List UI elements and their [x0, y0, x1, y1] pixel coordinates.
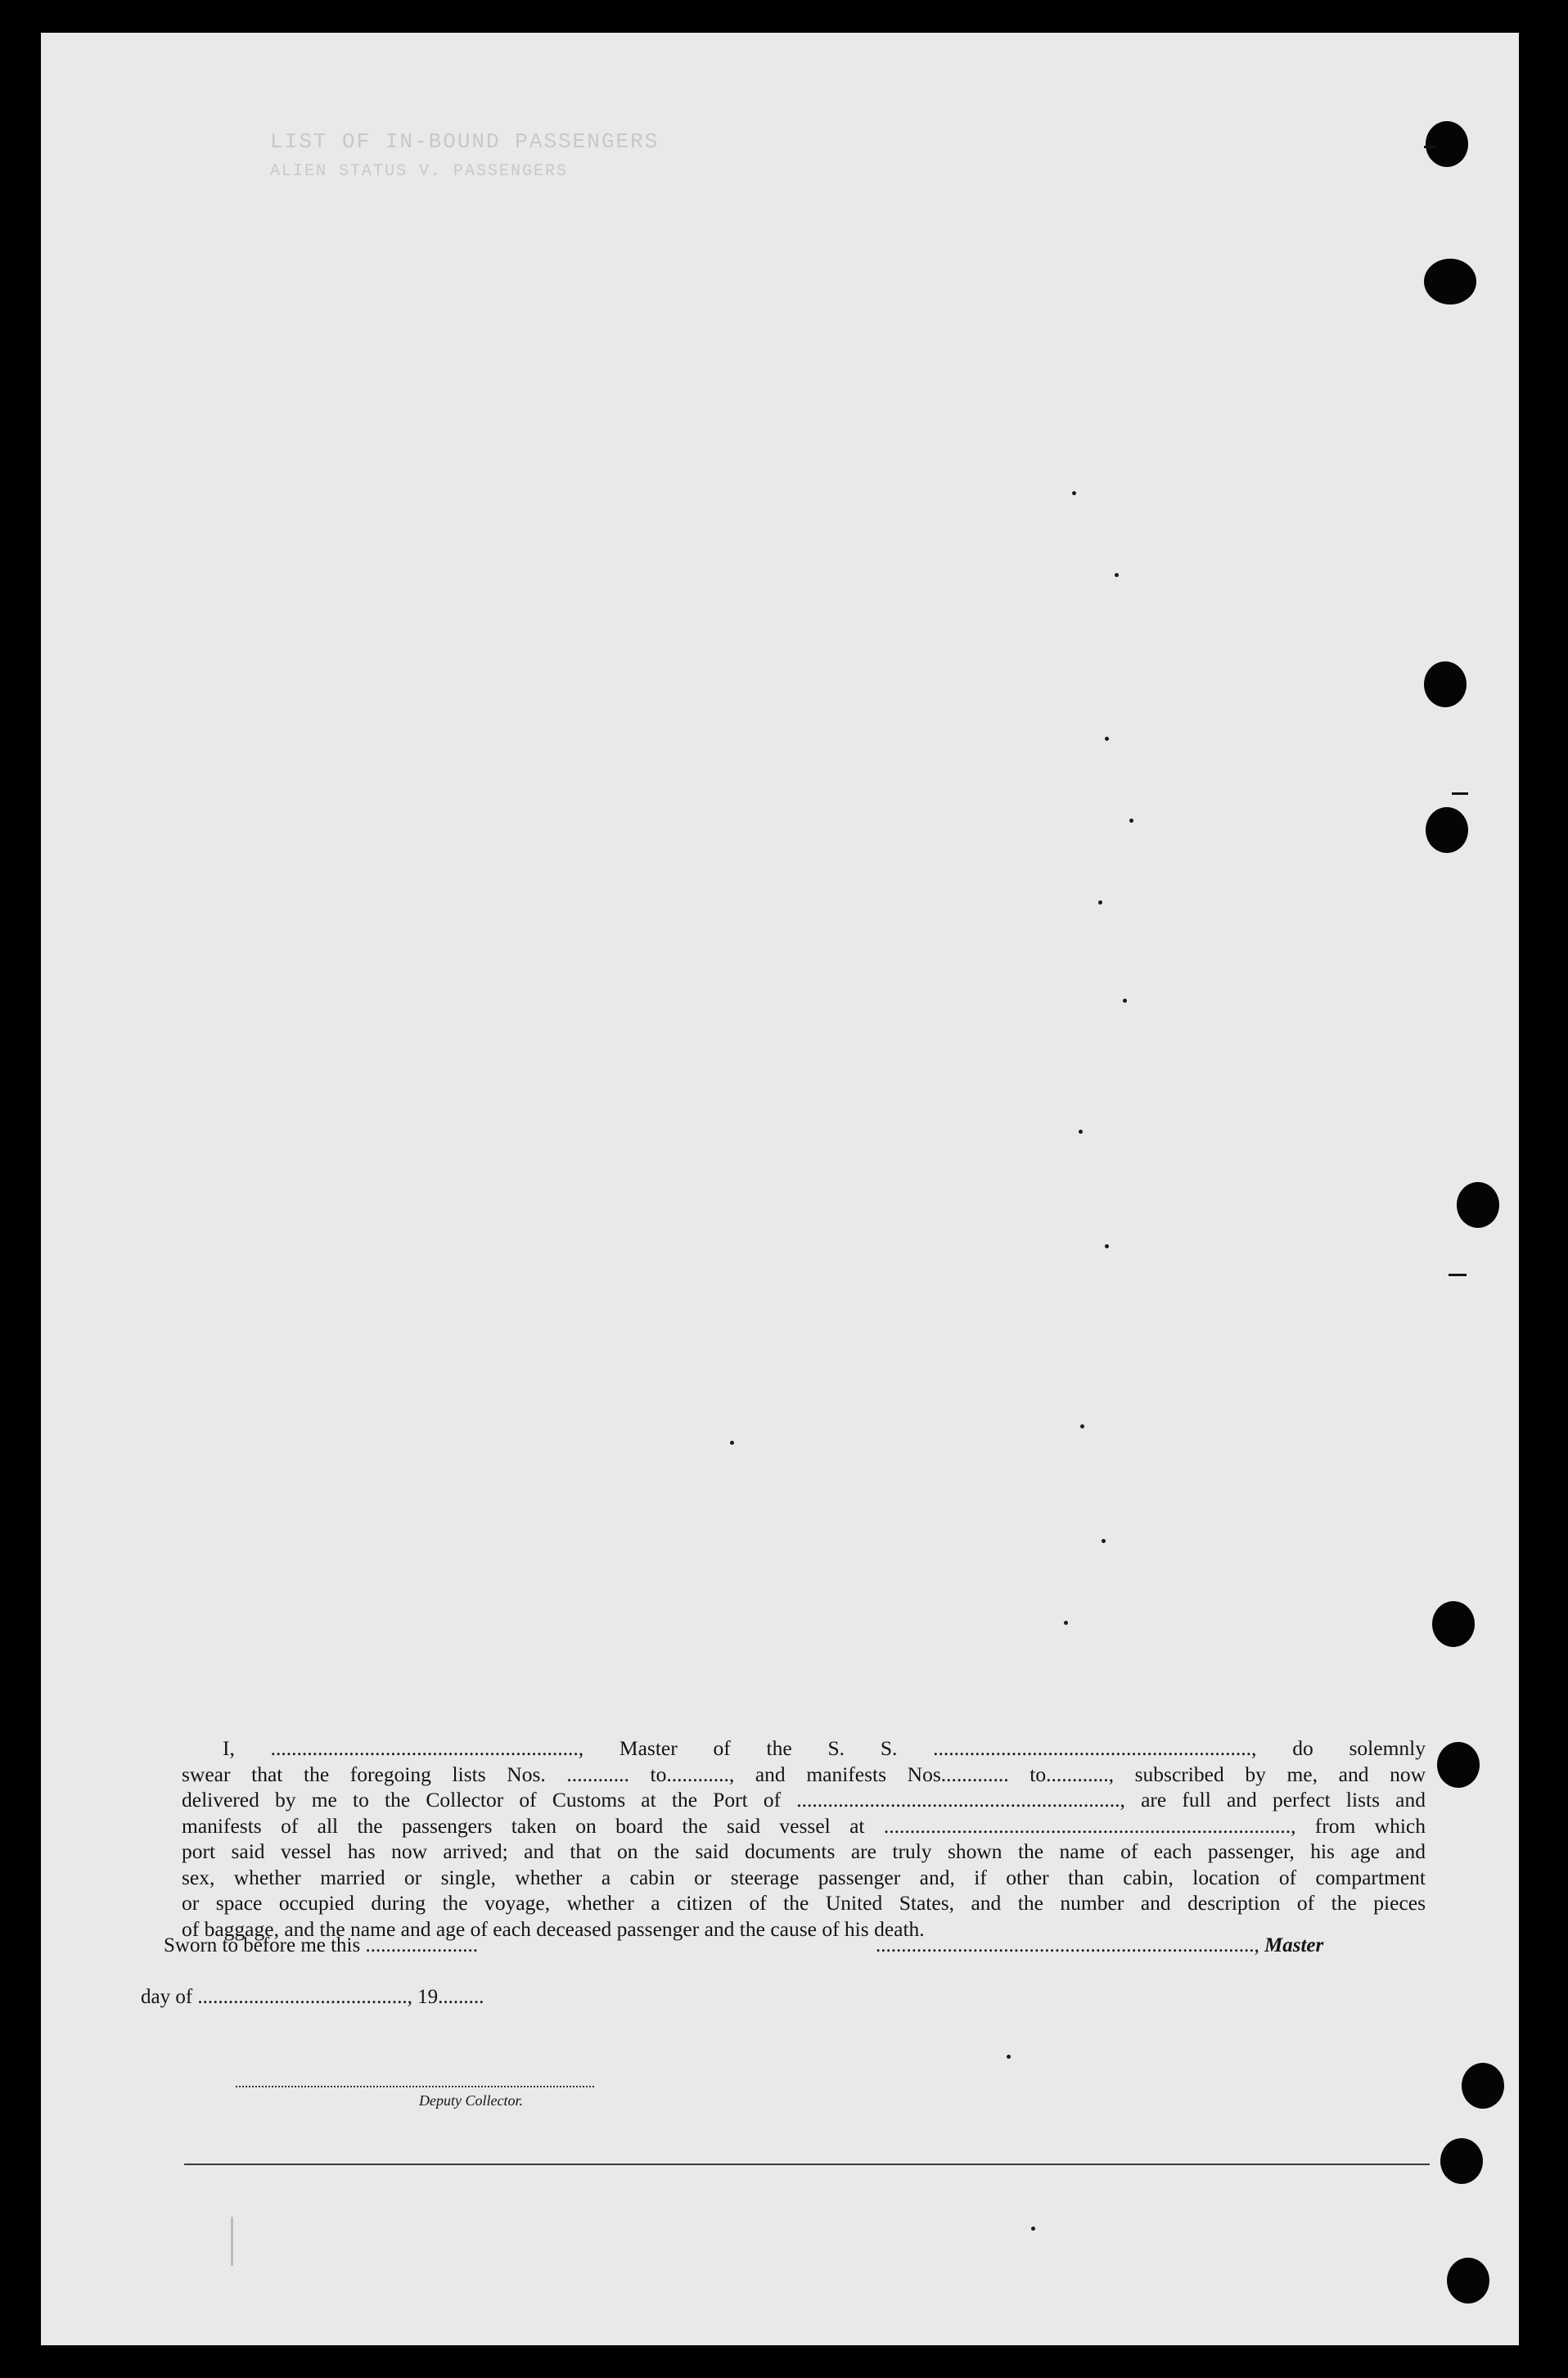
punch-hole: [1457, 1182, 1499, 1228]
punch-hole: [1437, 1742, 1480, 1788]
speck: [1064, 1621, 1068, 1625]
edge-tick: [1449, 1274, 1467, 1276]
oath-line: swear that the foregoing lists Nos. ............ to............, and manifests Nos............. to............, subscribed by me, and now: [182, 1762, 1426, 1786]
speck: [1072, 491, 1076, 495]
speck: [1123, 999, 1127, 1003]
oath-line: sex, whether married or single, whether a cabin or steerage passenger and, if other than cabin, location of compartment: [182, 1865, 1426, 1889]
ghost-header-line-2: ALIEN STATUS V. PASSENGERS: [270, 162, 569, 181]
ghost-header-line-1: LIST OF IN-BOUND PASSENGERS: [270, 129, 660, 154]
punch-hole: [1432, 1601, 1475, 1647]
edge-tick: [1424, 146, 1435, 148]
oath-line: of baggage, and the name and age of each deceased passenger and the cause of his death.: [182, 1916, 925, 1941]
sworn-before-me-line: Sworn to before me this ......................: [164, 1934, 478, 1956]
oath-line: delivered by me to the Collector of Customs at the Port of .............................................................., are full and perfect lists and: [182, 1788, 1426, 1812]
speck: [1115, 573, 1119, 577]
speck: [1007, 2055, 1011, 2059]
punch-hole: [1447, 2258, 1489, 2304]
punch-hole: [1426, 121, 1468, 167]
margin-mark: [231, 2217, 233, 2266]
speck: [1079, 1130, 1083, 1134]
oath-line: port said vessel has now arrived; and that on the said documents are truly shown the name of each passenger, his age and: [182, 1839, 1426, 1863]
punch-hole: [1424, 661, 1467, 707]
manifest-page: [41, 33, 1519, 2345]
speck: [1129, 819, 1133, 823]
punch-hole: [1426, 807, 1468, 853]
edge-tick: [1452, 792, 1468, 795]
speck: [1080, 1424, 1084, 1428]
speck: [1098, 900, 1102, 905]
oath-line: manifests of all the passengers taken on board the said vessel at .............................................................................., from which: [182, 1813, 1426, 1838]
speck: [1105, 737, 1109, 741]
bottom-rule: [184, 2164, 1430, 2165]
master-signature-line: .........................................................................., Master: [876, 1934, 1324, 1956]
oath-line: or space occupied during the voyage, whether a citizen of the United States, and the number and description of the pieces: [182, 1891, 1426, 1915]
master-signature-dots: ..........................................................................: [876, 1934, 1255, 1956]
deputy-collector-label: Deputy Collector.: [419, 2092, 523, 2109]
speck: [1102, 1539, 1106, 1543]
punch-hole: [1440, 2138, 1483, 2184]
speck: [730, 1441, 734, 1445]
speck: [1031, 2227, 1035, 2231]
deputy-signature-rule: [236, 2086, 594, 2087]
master-label: Master: [1264, 1934, 1324, 1956]
speck: [1105, 1244, 1109, 1248]
day-of-line: day of ........................................., 19.........: [141, 1986, 484, 2008]
punch-hole: [1424, 259, 1476, 305]
punch-hole: [1462, 2063, 1504, 2109]
oath-line: I, ..........................................................., Master of the S. S. ............................................................., do solemnly: [223, 1736, 1426, 1760]
master-oath-paragraph: [182, 1735, 1426, 1942]
